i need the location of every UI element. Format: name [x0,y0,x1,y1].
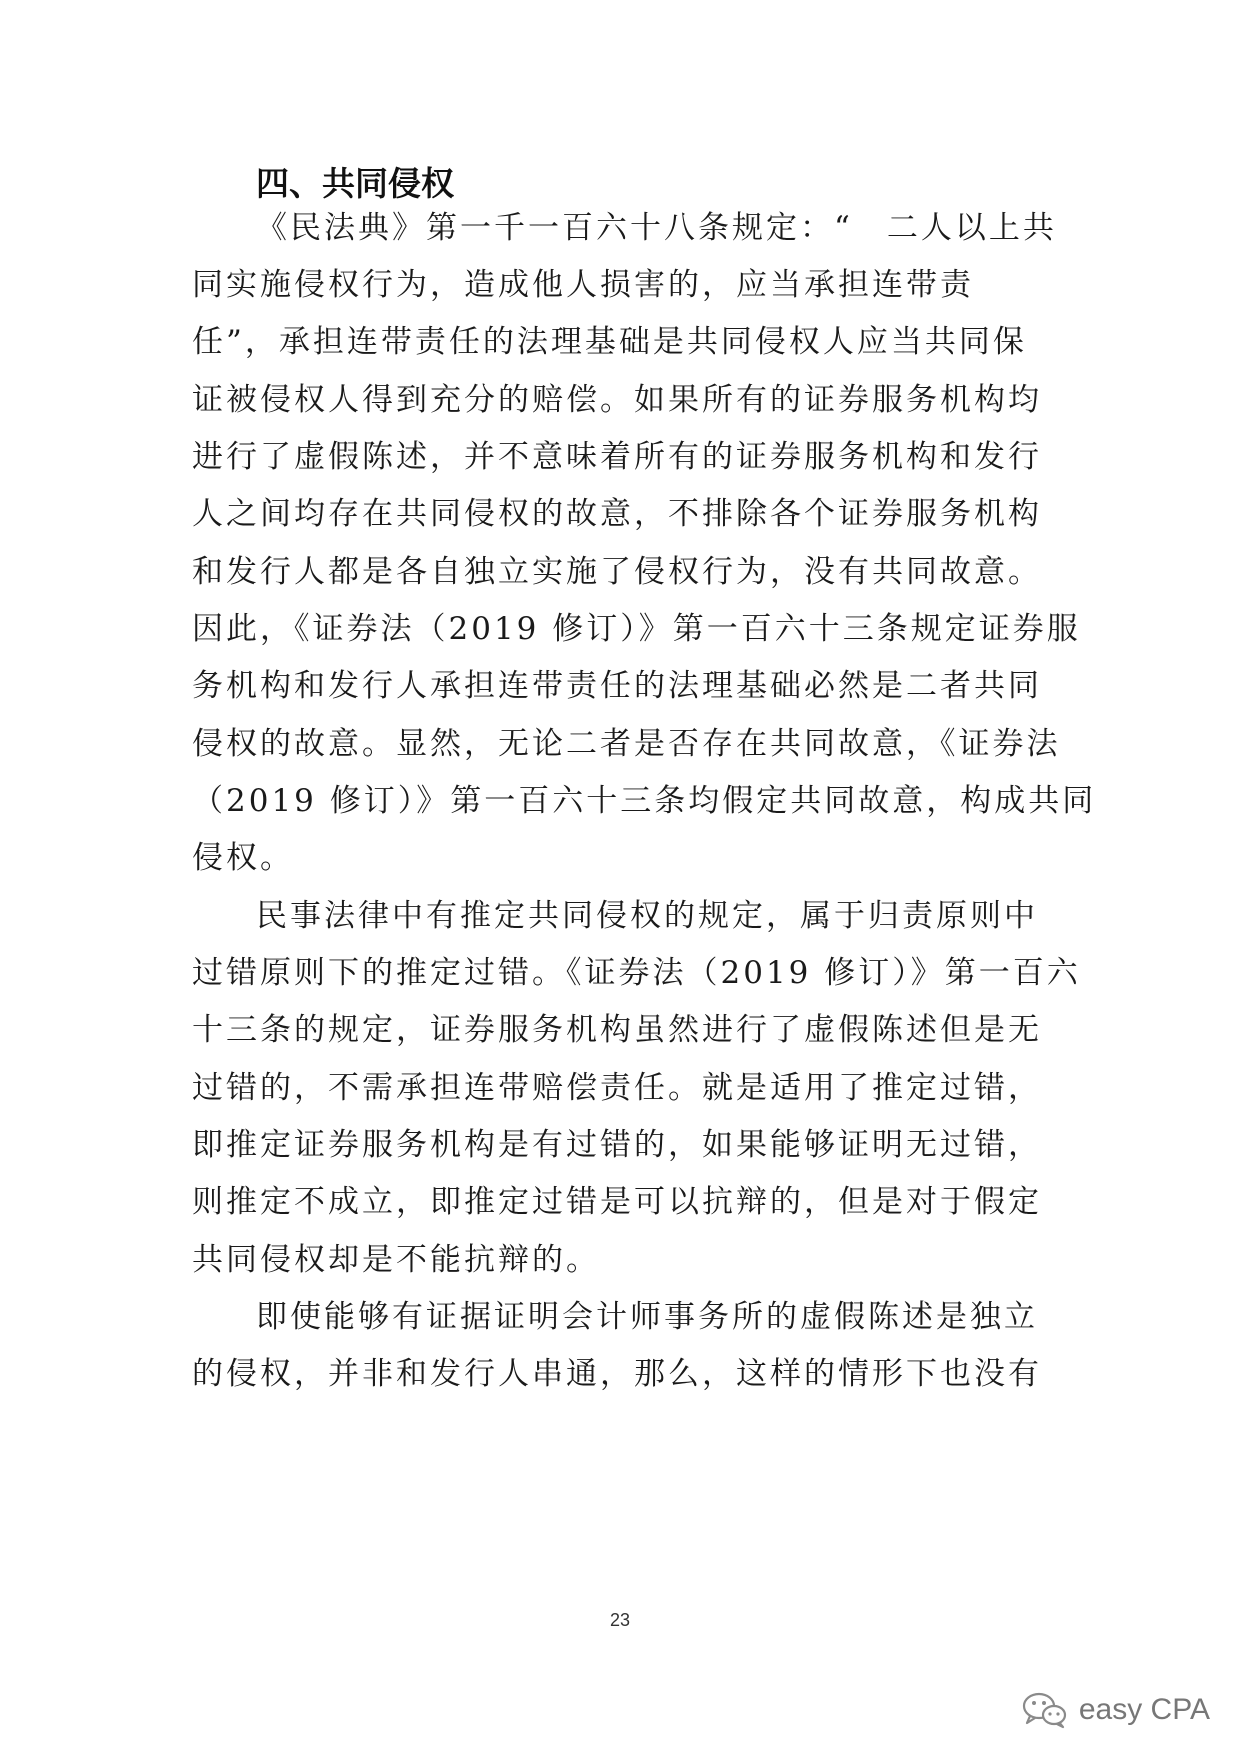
paragraph-line: 《民法典》第一千一百六十八条规定：“ 二人以上共 [256,210,1057,246]
paragraph-line: 则推定不成立，即推定过错是可以抗辩的，但是对于假定 [192,1184,1042,1220]
paragraph-line: 十三条的规定，证券服务机构虽然进行了虚假陈述但是无 [192,1012,1042,1048]
paragraph-line: （2019 修订）》第一百六十三条均假定共同故意，构成共同 [192,783,1097,819]
paragraph-line: 侵权的故意。显然，无论二者是否存在共同故意，《证券法 [192,726,1061,762]
paragraph-line: 民事法律中有推定共同侵权的规定，属于归责原则中 [256,898,1038,934]
paragraph-line: 同实施侵权行为，造成他人损害的，应当承担连带责 [192,267,974,303]
paragraph-line: 共同侵权却是不能抗辩的。 [192,1242,600,1278]
paragraph-line: 即使能够有证据证明会计师事务所的虚假陈述是独立 [256,1299,1038,1335]
watermark [1021,1690,1210,1730]
page-number: 23 [609,1610,631,1630]
paragraph-line: 务机构和发行人承担连带责任的法理基础必然是二者共同 [192,668,1042,704]
paragraph-line: 人之间均存在共同侵权的故意，不排除各个证券服务机构 [192,496,1042,532]
paragraph-line: 的侵权，并非和发行人串通，那么，这样的情形下也没有 [192,1356,1042,1392]
paragraph-line: 证被侵权人得到充分的赔偿。如果所有的证券服务机构均 [192,382,1042,418]
watermark-text: easy CPA [1078,1693,1210,1726]
section-heading: 四、共同侵权 [256,164,454,203]
paragraph-line: 即推定证券服务机构是有过错的，如果能够证明无过错， [192,1127,1042,1163]
paragraph-line: 过错原则下的推定过错。《证券法（2019 修订）》第一百六 [192,955,1081,991]
paragraph-line: 进行了虚假陈述，并不意味着所有的证券服务机构和发行 [192,439,1042,475]
paragraph-line: 因此，《证券法（2019 修订）》第一百六十三条规定证券服 [192,611,1081,647]
paragraph-line: 侵权。 [192,840,294,876]
paragraph-line: 和发行人都是各自独立实施了侵权行为，没有共同故意。 [192,554,1042,590]
wechat-icon [1021,1690,1069,1730]
paragraph-line: 过错的，不需承担连带赔偿责任。就是适用了推定过错， [192,1070,1042,1106]
paragraph-line: 任”，承担连带责任的法理基础是共同侵权人应当共同保 [192,324,1027,360]
